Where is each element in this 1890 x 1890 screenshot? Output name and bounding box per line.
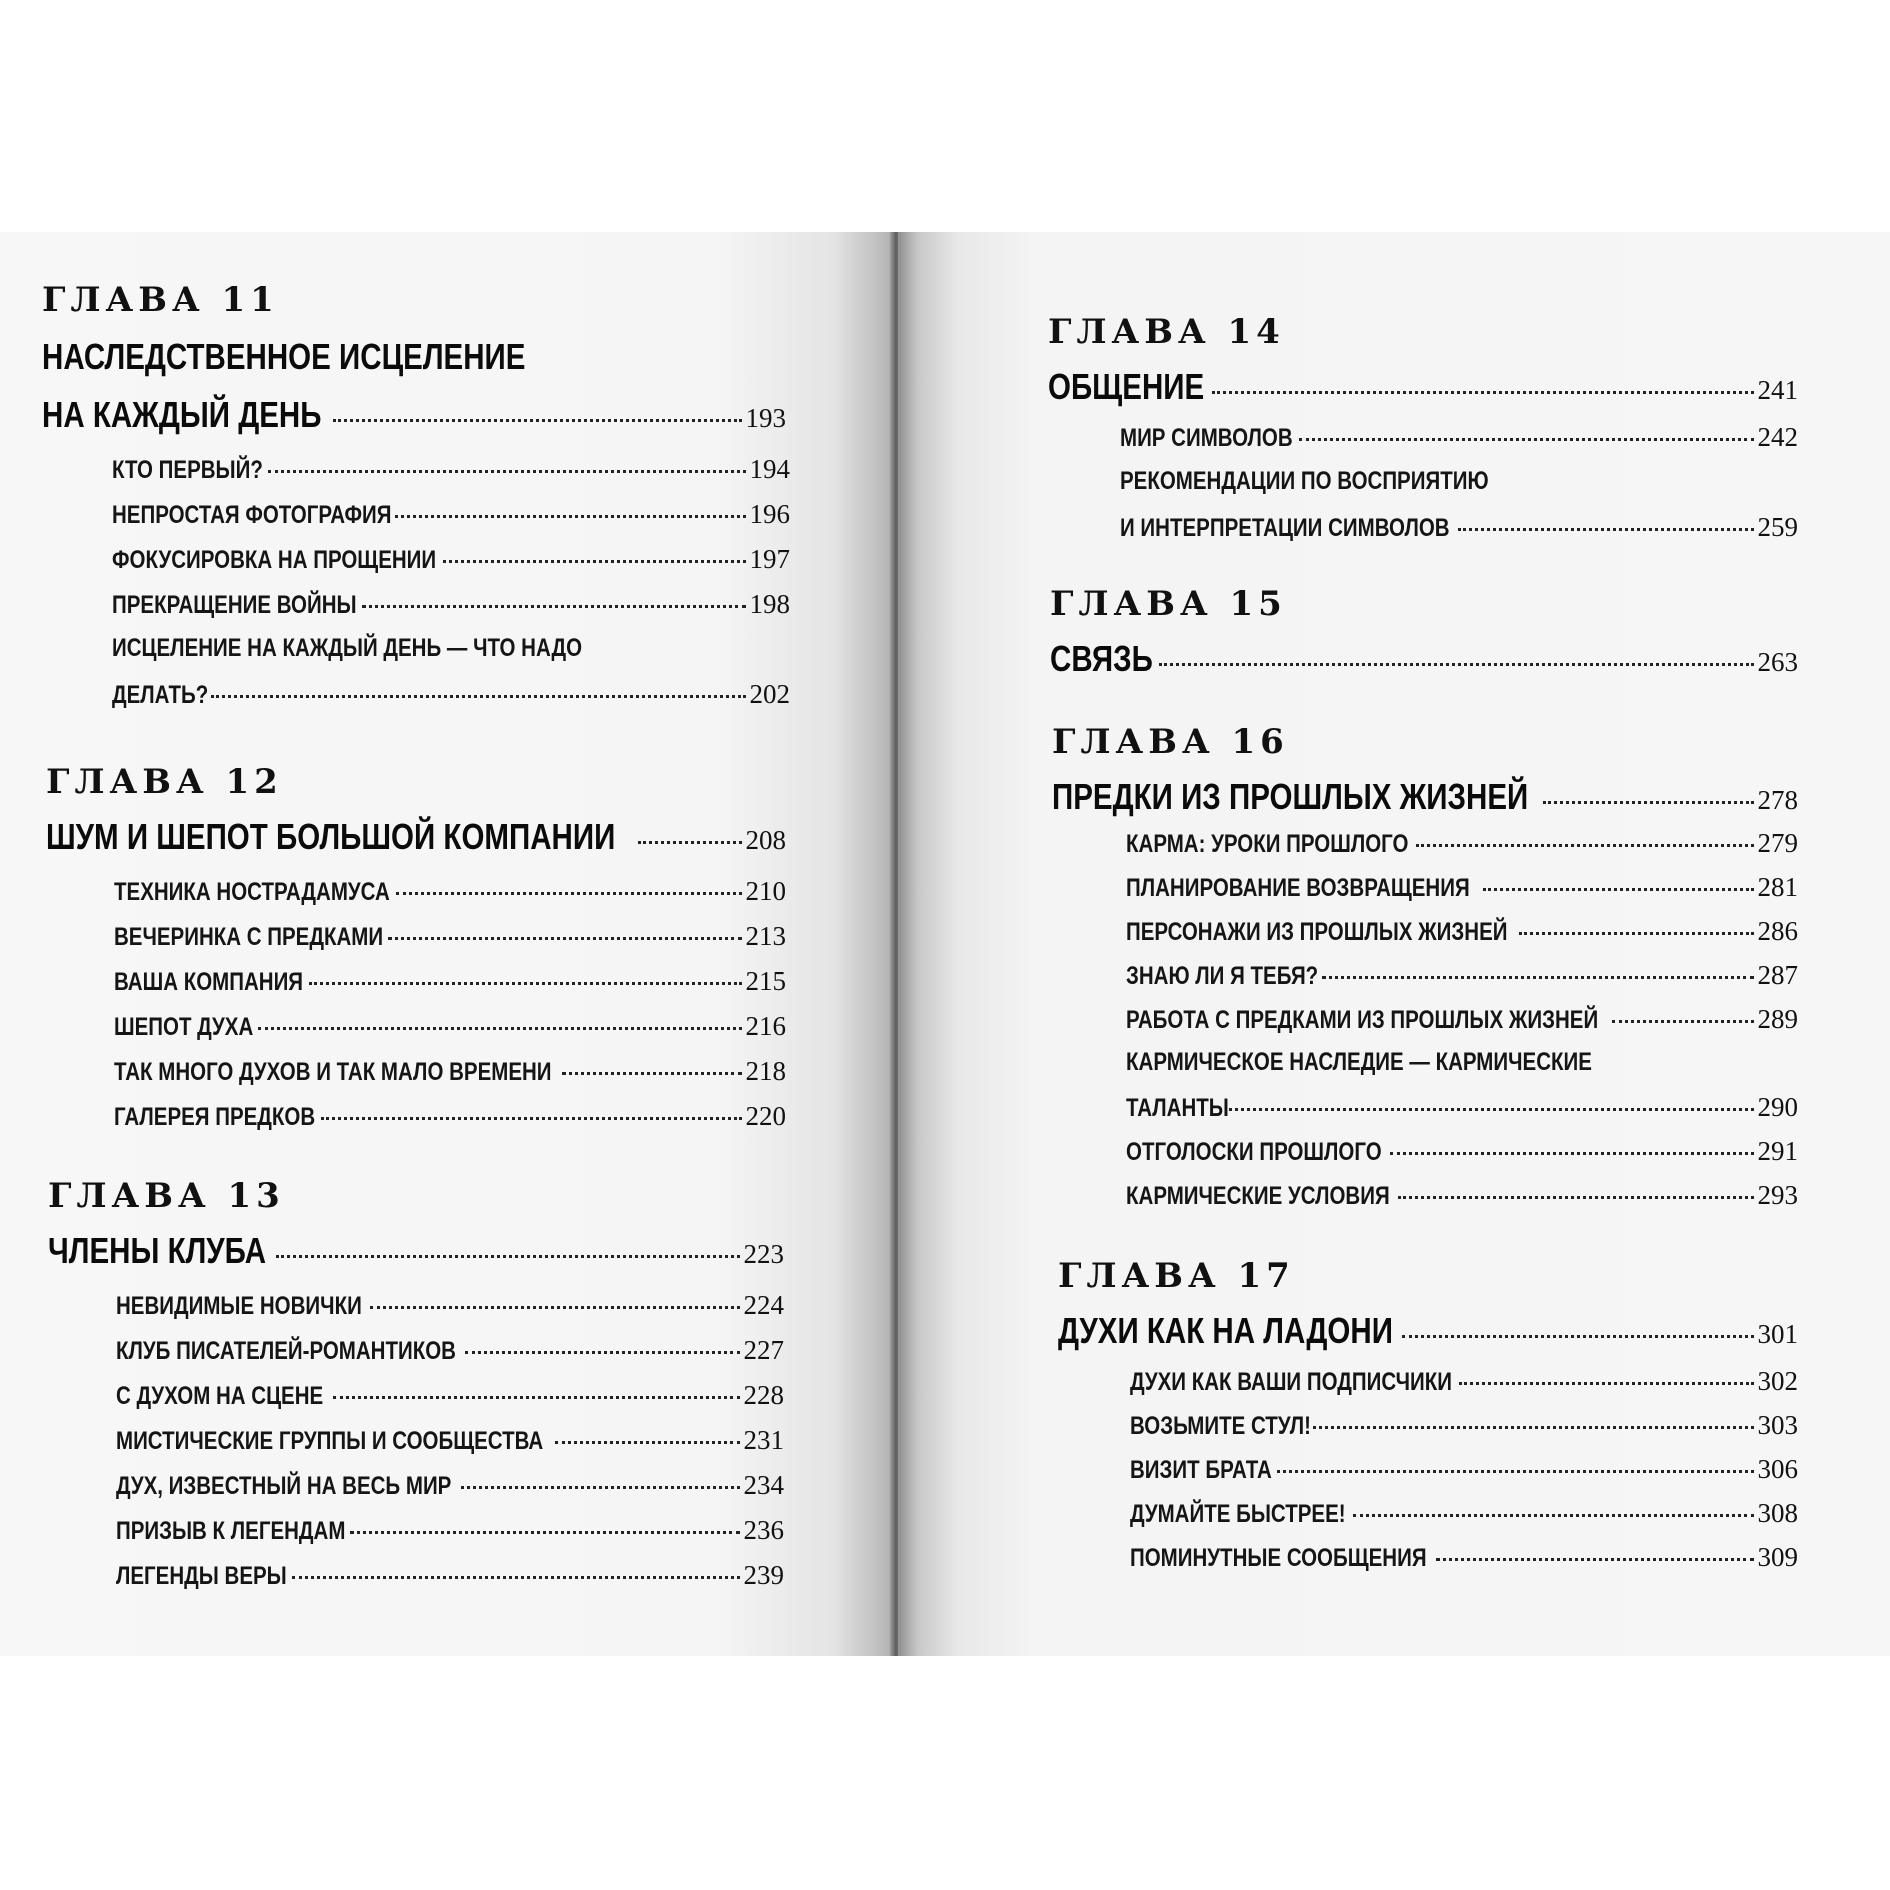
toc-entry[interactable]: КЛУБ ПИСАТЕЛЕЙ-РОМАНТИКОВ 227: [116, 1335, 784, 1365]
toc-entry[interactable]: ДУМАЙТЕ БЫСТРЕЕ! 308: [1130, 1498, 1798, 1528]
chapter-title-12[interactable]: ШУМ И ШЕПОТ БОЛЬШОЙ КОМПАНИИ 208: [46, 816, 786, 857]
leader-dots: [211, 695, 745, 698]
chapter-title-16[interactable]: ПРЕДКИ ИЗ ПРОШЛЫХ ЖИЗНЕЙ 278: [1052, 776, 1798, 817]
leader-dots: [276, 1255, 740, 1258]
toc-entry[interactable]: И ИНТЕРПРЕТАЦИИ СИМВОЛОВ 259: [1120, 512, 1798, 542]
toc-entry[interactable]: КАРМА: УРОКИ ПРОШЛОГО 279: [1126, 828, 1798, 858]
leader-dots: [395, 515, 746, 518]
toc-entry[interactable]: ШЕПОТ ДУХА 216: [114, 1011, 786, 1041]
leader-dots: [443, 560, 745, 563]
chapter-heading-14: ГЛАВА 14: [1048, 312, 1285, 352]
toc-entry[interactable]: ТАК МНОГО ДУХОВ И ТАК МАЛО ВРЕМЕНИ 218: [114, 1056, 786, 1086]
leader-dots: [333, 1396, 740, 1399]
leader-dots: [362, 605, 745, 608]
toc-entry[interactable]: ПРИЗЫВ К ЛЕГЕНДАМ 236: [116, 1515, 784, 1545]
chapter-title-14[interactable]: ОБЩЕНИЕ 241: [1048, 366, 1798, 407]
chapter-title-15[interactable]: СВЯЗЬ 263: [1050, 638, 1798, 679]
leader-dots: [1313, 1426, 1754, 1429]
book-spread: [0, 232, 1890, 1656]
toc-entry[interactable]: ГАЛЕРЕЯ ПРЕДКОВ 220: [114, 1101, 786, 1131]
toc-entry[interactable]: ВИЗИТ БРАТА 306: [1130, 1454, 1798, 1484]
toc-entry[interactable]: КАРМИЧЕСКИЕ УСЛОВИЯ 293: [1126, 1180, 1798, 1210]
toc-entry[interactable]: ВАША КОМПАНИЯ 215: [114, 966, 786, 996]
left-page: [0, 232, 896, 1656]
leader-dots: [1159, 663, 1753, 666]
toc-entry[interactable]: ТАЛАНТЫ 290: [1126, 1092, 1798, 1122]
toc-entry[interactable]: НЕПРОСТАЯ ФОТОГРАФИЯ 196: [112, 499, 790, 529]
toc-entry[interactable]: ПРЕКРАЩЕНИЕ ВОЙНЫ 198: [112, 589, 790, 619]
toc-entry[interactable]: ЛЕГЕНДЫ ВЕРЫ 239: [116, 1560, 784, 1590]
leader-dots: [1229, 1108, 1753, 1111]
leader-dots: [321, 1117, 741, 1120]
leader-dots: [461, 1486, 740, 1489]
leader-dots: [292, 1576, 739, 1579]
right-page: [898, 232, 1890, 1656]
leader-dots: [555, 1441, 740, 1444]
leader-dots: [1416, 844, 1753, 847]
chapter-heading-11: ГЛАВА 11: [42, 280, 279, 320]
leader-dots: [465, 1351, 740, 1354]
leader-dots: [1543, 801, 1754, 804]
chapter-title-11[interactable]: НА КАЖДЫЙ ДЕНЬ 193: [42, 394, 786, 435]
leader-dots: [1390, 1152, 1754, 1155]
toc-entry[interactable]: ФОКУСИРОВКА НА ПРОЩЕНИИ 197: [112, 544, 790, 574]
leader-dots: [350, 1531, 740, 1534]
chapter-heading-12: ГЛАВА 12: [46, 762, 283, 802]
leader-dots: [1277, 1470, 1754, 1473]
toc-entry[interactable]: ДУХ, ИЗВЕСТНЫЙ НА ВЕСЬ МИР 234: [116, 1470, 784, 1500]
toc-entry[interactable]: МИСТИЧЕСКИЕ ГРУППЫ И СООБЩЕСТВА 231: [116, 1425, 784, 1455]
chapter-heading-16: ГЛАВА 16: [1052, 722, 1289, 762]
leader-dots: [1519, 932, 1753, 935]
chapter-heading-17: ГЛАВА 17: [1058, 1256, 1295, 1296]
toc-entry[interactable]: ТЕХНИКА НОСТРАДАМУСА 210: [114, 876, 786, 906]
chapter-title-13[interactable]: ЧЛЕНЫ КЛУБА 223: [48, 1230, 784, 1271]
toc-entry-line1: ИСЦЕЛЕНИЕ НА КАЖДЫЙ ДЕНЬ — ЧТО НАДО: [112, 634, 583, 662]
toc-entry[interactable]: ПОМИНУТНЫЕ СООБЩЕНИЯ 309: [1130, 1542, 1798, 1572]
leader-dots: [1398, 1196, 1754, 1199]
toc-entry[interactable]: НЕВИДИМЫЕ НОВИЧКИ 224: [116, 1290, 784, 1320]
page-number: 193: [745, 403, 786, 433]
toc-entry[interactable]: ЗНАЮ ЛИ Я ТЕБЯ? 287: [1126, 960, 1798, 990]
toc-entry[interactable]: ОТГОЛОСКИ ПРОШЛОГО 291: [1126, 1136, 1798, 1166]
leader-dots: [309, 982, 742, 985]
leader-dots: [1402, 1335, 1753, 1338]
toc-entry[interactable]: С ДУХОМ НА СЦЕНЕ 228: [116, 1380, 784, 1410]
toc-entry-line1: КАРМИЧЕСКОЕ НАСЛЕДИЕ — КАРМИЧЕСКИЕ: [1126, 1048, 1592, 1076]
leader-dots: [1322, 976, 1753, 979]
chapter-title-17[interactable]: ДУХИ КАК НА ЛАДОНИ 301: [1058, 1310, 1798, 1351]
leader-dots: [396, 892, 741, 895]
leader-dots: [333, 419, 742, 422]
toc-entry[interactable]: КТО ПЕРВЫЙ? 194: [112, 454, 790, 484]
leader-dots: [1353, 1514, 1754, 1517]
leader-dots: [258, 1027, 742, 1030]
leader-dots: [268, 470, 745, 473]
toc-entry[interactable]: ПЛАНИРОВАНИЕ ВОЗВРАЩЕНИЯ 281: [1126, 872, 1798, 902]
chapter-title-11-line1: НАСЛЕДСТВЕННОЕ ИСЦЕЛЕНИЕ: [42, 336, 526, 377]
leader-dots: [638, 841, 741, 844]
chapter-heading-15: ГЛАВА 15: [1050, 584, 1287, 624]
chapter-heading-13: ГЛАВА 13: [48, 1176, 285, 1216]
leader-dots: [562, 1072, 742, 1075]
toc-entry-line1: РЕКОМЕНДАЦИИ ПО ВОСПРИЯТИЮ: [1120, 467, 1489, 495]
leader-dots: [388, 937, 741, 940]
toc-entry[interactable]: РАБОТА С ПРЕДКАМИ ИЗ ПРОШЛЫХ ЖИЗНЕЙ 289: [1126, 1004, 1798, 1034]
leader-dots: [1212, 391, 1753, 394]
toc-entry[interactable]: ДУХИ КАК ВАШИ ПОДПИСЧИКИ 302: [1130, 1366, 1798, 1396]
leader-dots: [1299, 438, 1754, 441]
leader-dots: [1483, 888, 1753, 891]
leader-dots: [1612, 1020, 1754, 1023]
leader-dots: [1458, 528, 1754, 531]
leader-dots: [370, 1306, 740, 1309]
toc-entry[interactable]: ДЕЛАТЬ? 202: [112, 679, 790, 709]
leader-dots: [1436, 1558, 1754, 1561]
toc-entry[interactable]: МИР СИМВОЛОВ 242: [1120, 422, 1798, 452]
toc-entry[interactable]: ВОЗЬМИТЕ СТУЛ! 303: [1130, 1410, 1798, 1440]
leader-dots: [1459, 1382, 1754, 1385]
toc-entry[interactable]: ВЕЧЕРИНКА С ПРЕДКАМИ 213: [114, 921, 786, 951]
toc-entry[interactable]: ПЕРСОНАЖИ ИЗ ПРОШЛЫХ ЖИЗНЕЙ 286: [1126, 916, 1798, 946]
